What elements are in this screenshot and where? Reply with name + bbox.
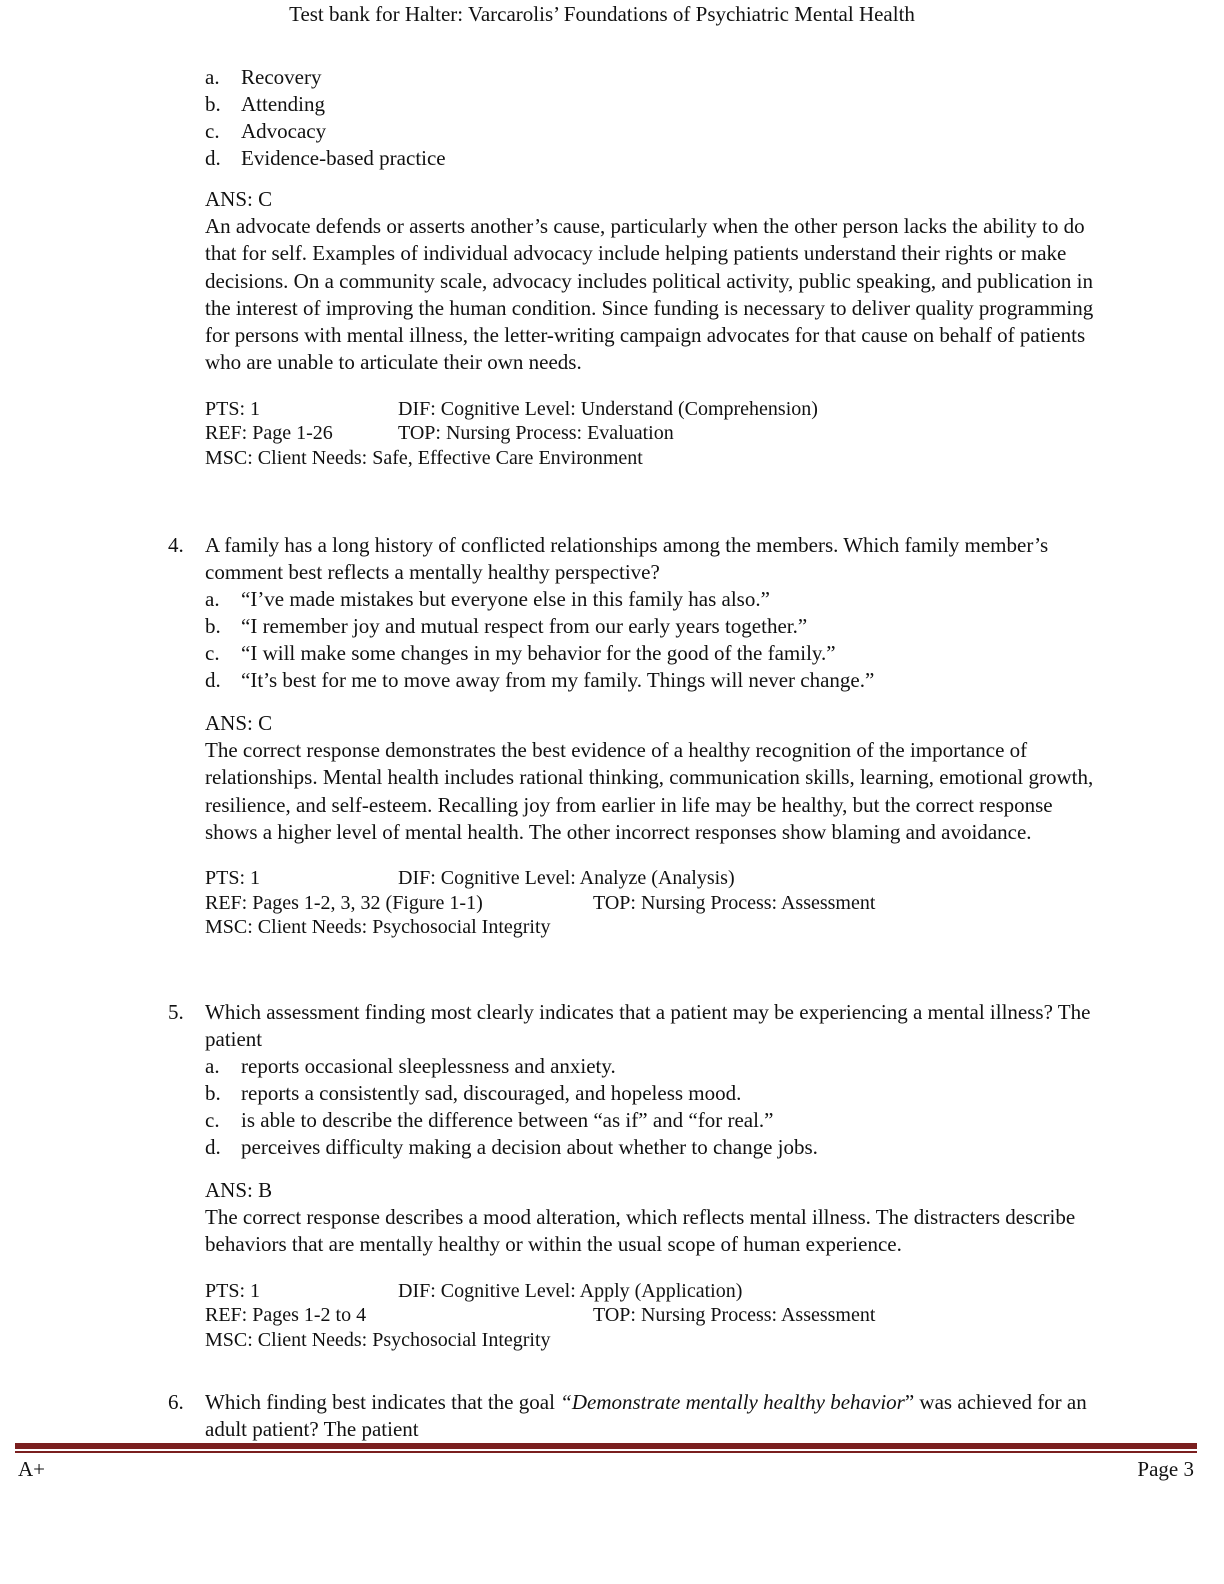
q4-option-b <box>205 613 1128 640</box>
q5-option-a <box>205 1053 1128 1080</box>
question-stem <box>205 1389 1105 1443</box>
q4-reference: REF: Pages 1-2, 3, 32 (Figure 1-1) <box>205 891 483 914</box>
option-text: “I’ve made mistakes but everyone else in this family has also.” <box>241 587 770 611</box>
q3-meta-row-2 <box>205 421 1125 446</box>
stem-end: ” was achieved for an adult patient? The patient <box>205 1390 1087 1441</box>
footer-rule-thick <box>15 1443 1197 1449</box>
option-letter: b. <box>205 1081 221 1105</box>
option-text: “I will make some changes in my behavior for the good of the family.” <box>241 641 836 665</box>
q3-option-c <box>205 118 1125 145</box>
q3-client-needs: MSC: Client Needs: Safe, Effective Care Environment <box>205 446 643 469</box>
q5-rationale: The correct response describes a mood alteration, which reflects mental illness. The distracters describe behaviors that are mentally healthy or within the usual scope of human experience. <box>205 1205 1076 1257</box>
q3-reference: REF: Page 1-26 <box>205 422 333 445</box>
q4-points: PTS: 1 <box>205 867 261 890</box>
q4-meta-row-3 <box>205 915 1125 940</box>
question-3-continuation <box>205 64 1125 470</box>
page-header: Test bank for Halter: Varcarolis’ Foundations of Psychiatric Mental Health <box>289 2 915 26</box>
footer-left-text: A+ <box>18 1457 46 1481</box>
q5-meta-row-1 <box>205 1279 1125 1304</box>
question-stem: A family has a long history of conflicted relationships among the members. Which family member’s comment best reflects a mentally healthy perspective? <box>205 533 1049 584</box>
option-text: Advocacy <box>241 119 327 143</box>
q5-topic: TOP: Nursing Process: Assessment <box>593 1304 876 1327</box>
option-letter: c. <box>205 119 220 143</box>
q4-answer-block <box>205 710 1125 940</box>
footer-rule-thin <box>15 1451 1197 1453</box>
question-number: 6. <box>168 1390 184 1414</box>
q3-meta-row-3 <box>205 446 1125 471</box>
q5-meta-row-2 <box>205 1303 1125 1328</box>
page-number: Page 3 <box>1137 1457 1194 1481</box>
option-letter: b. <box>205 92 221 116</box>
q4-option-a <box>205 586 1128 613</box>
stem-start: Which finding best indicates that the goal <box>205 1390 561 1414</box>
q3-points: PTS: 1 <box>205 397 261 420</box>
option-letter: c. <box>205 641 220 665</box>
q3-meta-row-1 <box>205 397 1125 422</box>
q5-option-c <box>205 1107 1128 1134</box>
q5-meta-row-3 <box>205 1328 1125 1353</box>
option-text: reports occasional sleeplessness and anxiety. <box>241 1054 616 1078</box>
option-letter: b. <box>205 614 221 638</box>
q3-topic: TOP: Nursing Process: Evaluation <box>398 422 674 445</box>
option-text: “I remember joy and mutual respect from our early years together.” <box>241 614 808 638</box>
question-stem: Which assessment finding most clearly indicates that a patient may be experiencing a mental illness? The patient <box>205 1000 1091 1051</box>
q5-answer-block <box>205 1177 1125 1352</box>
option-text: reports a consistently sad, discouraged, and hopeless mood. <box>241 1081 742 1105</box>
option-letter: d. <box>205 146 221 170</box>
q4-meta-row-2 <box>205 891 1125 916</box>
q4-difficulty: DIF: Cognitive Level: Analyze (Analysis) <box>398 867 735 890</box>
q4-meta-row-1 <box>205 866 1125 891</box>
question-5 <box>168 999 1128 1161</box>
q4-client-needs: MSC: Client Needs: Psychosocial Integrity <box>205 916 551 939</box>
option-letter: d. <box>205 1135 221 1159</box>
q3-answer: ANS: C <box>205 187 273 211</box>
option-text: Recovery <box>241 65 322 89</box>
option-letter: c. <box>205 1108 220 1132</box>
q5-points: PTS: 1 <box>205 1279 261 1302</box>
q3-rationale: An advocate defends or asserts another’s cause, particularly when the other person lacks the ability to do that for self. Examples of individual advocacy include helping patients understand their rights or make decisions. On a community scale, advocacy includes political activity, public speaking, and publication in the interest of improving the human condition. Since funding is necessary to deliver quality programming for persons with mental illness, the letter-writing campaign advocates for that cause on behalf of patients who are unable to articulate their own needs. <box>205 214 1094 375</box>
q5-client-needs: MSC: Client Needs: Psychosocial Integrity <box>205 1328 551 1351</box>
q3-option-a <box>205 64 1125 91</box>
option-text: Attending <box>241 92 325 116</box>
q4-option-d <box>205 667 1128 694</box>
option-letter: a. <box>205 65 220 89</box>
q5-reference: REF: Pages 1-2 to 4 <box>205 1304 367 1327</box>
question-4 <box>168 532 1128 694</box>
option-letter: a. <box>205 1054 220 1078</box>
q5-option-d <box>205 1134 1128 1161</box>
q3-option-d <box>205 145 1125 172</box>
q4-answer: ANS: C <box>205 711 273 735</box>
q3-difficulty: DIF: Cognitive Level: Understand (Comprehension) <box>398 397 818 420</box>
q4-option-c <box>205 640 1128 667</box>
stem-goal-quote: “Demonstrate mentally healthy behavior <box>560 1390 905 1414</box>
option-text: “It’s best for me to move away from my family. Things will never change.” <box>241 668 875 692</box>
question-number: 4. <box>168 533 184 557</box>
option-text: is able to describe the difference between “as if” and “for real.” <box>241 1108 774 1132</box>
q5-difficulty: DIF: Cognitive Level: Apply (Application) <box>398 1279 743 1302</box>
q5-option-b <box>205 1080 1128 1107</box>
option-letter: d. <box>205 668 221 692</box>
option-text: Evidence-based practice <box>241 146 446 170</box>
q5-answer: ANS: B <box>205 1178 273 1202</box>
option-text: perceives difficulty making a decision about whether to change jobs. <box>241 1135 818 1159</box>
q4-rationale: The correct response demonstrates the best evidence of a healthy recognition of the importance of relationships. Mental health includes rational thinking, communication skills, learning, emotional growth, resilience, and self-esteem. Recalling joy from earlier in life may be healthy, but the correct response shows a higher level of mental health. The other incorrect responses show blaming and avoidance. <box>205 738 1094 844</box>
option-letter: a. <box>205 587 220 611</box>
q3-option-b <box>205 91 1125 118</box>
q4-topic: TOP: Nursing Process: Assessment <box>593 891 876 914</box>
question-6 <box>168 1389 1128 1443</box>
question-number: 5. <box>168 1000 184 1024</box>
